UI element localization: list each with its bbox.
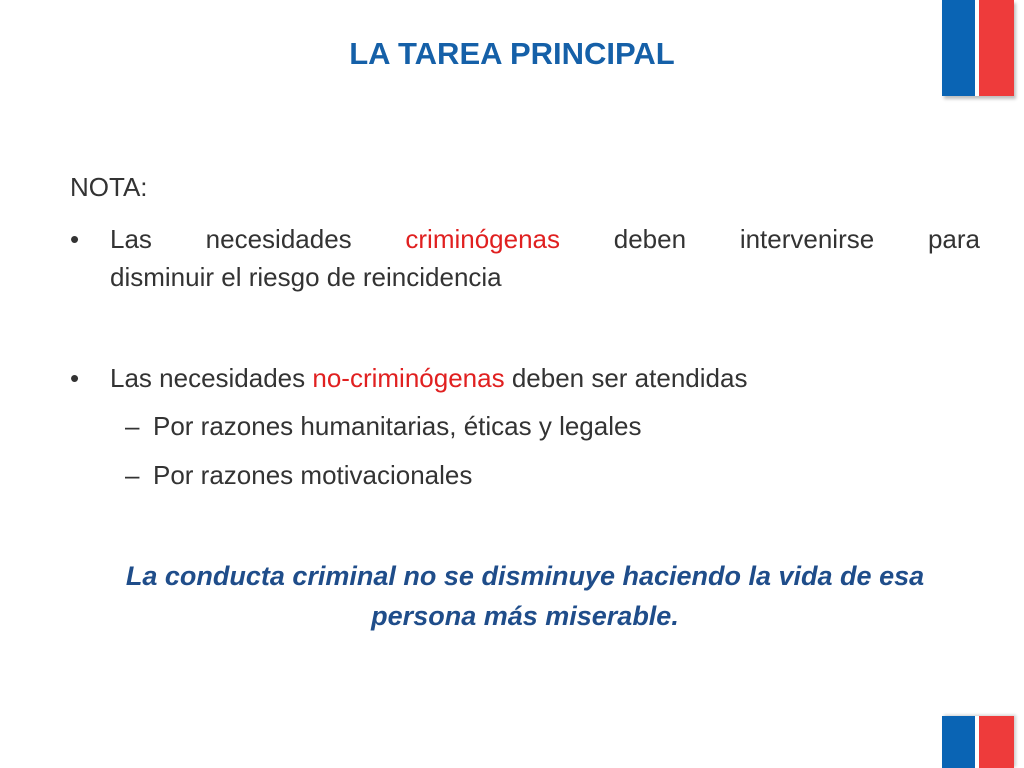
sub-bullet — [125, 456, 472, 494]
chile-flag-decoration-bottom — [942, 716, 1014, 768]
bullet-icon: • — [70, 363, 80, 393]
word: para — [927, 224, 980, 254]
bullet-text-pre: Las necesidades — [110, 363, 313, 393]
highlight-no-criminogenas: no-criminógenas — [312, 363, 505, 393]
bullet-icon: • — [70, 224, 80, 254]
bullet-line-2: disminuir el riesgo de reincidencia — [110, 262, 502, 292]
dash-icon: – — [125, 411, 140, 441]
sub-bullet — [125, 407, 641, 445]
sub-bullet-text: Por razones humanitarias, éticas y legales — [153, 411, 642, 441]
closing-quote: La conducta criminal no se disminuye haciendo la vida de esa persona más miserable. — [125, 561, 925, 631]
bullet-line-1 — [110, 220, 980, 258]
bullet-text — [110, 359, 980, 397]
bullet-text-post: deben ser atendidas — [504, 363, 748, 393]
slide-title: LA TAREA PRINCIPAL — [349, 36, 675, 71]
highlight-criminogenas: criminógenas — [405, 224, 561, 254]
word: necesidades — [205, 224, 352, 254]
nota-label: NOTA: — [70, 172, 148, 202]
word: intervenirse — [739, 224, 875, 254]
word: deben — [613, 224, 687, 254]
bullet-non-criminogenic — [70, 359, 980, 397]
bullet-criminogenic — [70, 220, 980, 296]
word: Las — [110, 224, 152, 254]
sub-bullet-text: Por razones motivacionales — [153, 460, 473, 490]
dash-icon: – — [125, 460, 140, 490]
